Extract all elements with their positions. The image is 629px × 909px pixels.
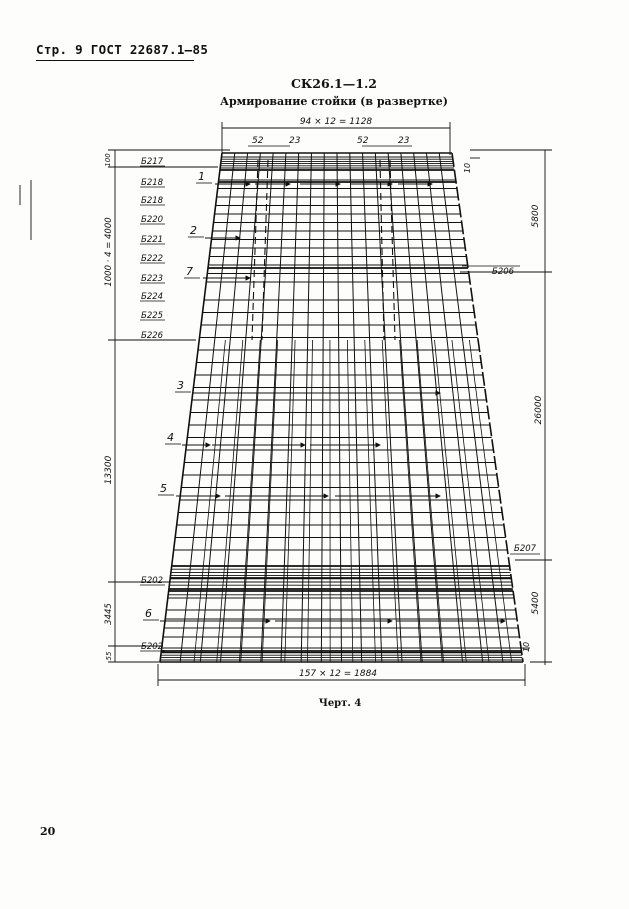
right-26000: 26000 [534, 395, 544, 425]
spacing-52-right: 52 [357, 136, 369, 146]
top-width-label: 94 × 12 = 1128 [299, 117, 373, 127]
page-header: Стр. 9 ГОСТ 22687.1—85 [36, 42, 209, 57]
left-4000: 1000 · 4 = 4000 [104, 217, 114, 287]
part-label: Б202 [141, 642, 164, 652]
part-labels [140, 157, 165, 652]
right-10-top: 10 [463, 162, 472, 174]
spacing-23-left: 23 [289, 136, 301, 146]
part-label: Б217 [141, 157, 164, 167]
position-number: 1 [198, 170, 205, 183]
part-label: Б222 [141, 254, 164, 264]
position-number: 5 [160, 482, 167, 495]
part-label: Б218 [141, 178, 164, 188]
right-10-bottom: 10 [522, 641, 531, 653]
page-number: 20 [40, 825, 56, 838]
part-label: Б226 [141, 331, 164, 341]
spacing-23-right: 23 [398, 136, 410, 146]
left-3445: 3445 [104, 603, 114, 625]
part-label: Б221 [141, 235, 164, 245]
short-longitudinal-bar [400, 340, 421, 662]
left-55: 55 [105, 651, 113, 661]
short-longitudinal-bar [262, 340, 278, 662]
short-longitudinal-bar [382, 340, 398, 662]
part-label: Б202 [141, 576, 164, 586]
part-label: Б223 [141, 274, 164, 284]
short-longitudinal-bar [239, 340, 260, 662]
label-b206: Б206 [492, 267, 515, 277]
spacing-52-left: 52 [252, 136, 264, 146]
right-5800: 5800 [531, 204, 541, 228]
reinforcement-grid [160, 153, 522, 662]
part-label: Б220 [141, 215, 164, 225]
short-longitudinal-bar [307, 340, 312, 662]
label-b207: Б207 [514, 544, 537, 554]
position-number: 2 [190, 224, 197, 237]
bottom-width-label: 157 × 12 = 1884 [298, 669, 378, 679]
position-number: 7 [186, 265, 193, 278]
position-number: 3 [177, 379, 184, 392]
position-number: 4 [167, 431, 174, 444]
right-5400: 5400 [531, 591, 541, 615]
left-13300: 13300 [104, 455, 114, 485]
short-longitudinal-bar [347, 340, 352, 662]
part-label: Б225 [141, 311, 164, 321]
part-label: Б218 [141, 196, 164, 206]
short-longitudinal-bar [365, 340, 376, 662]
part-label: Б224 [141, 292, 164, 302]
position-number: 6 [145, 607, 152, 620]
short-longitudinal-bar [469, 340, 511, 662]
drawing-title: СК26.1—1.2 [290, 76, 377, 91]
figure-caption: Черт. 4 [318, 698, 362, 709]
left-100: 100 [104, 153, 112, 167]
scan-marks [20, 180, 31, 240]
drawing-subtitle: Армирование стойки (в развертке) [220, 95, 448, 108]
